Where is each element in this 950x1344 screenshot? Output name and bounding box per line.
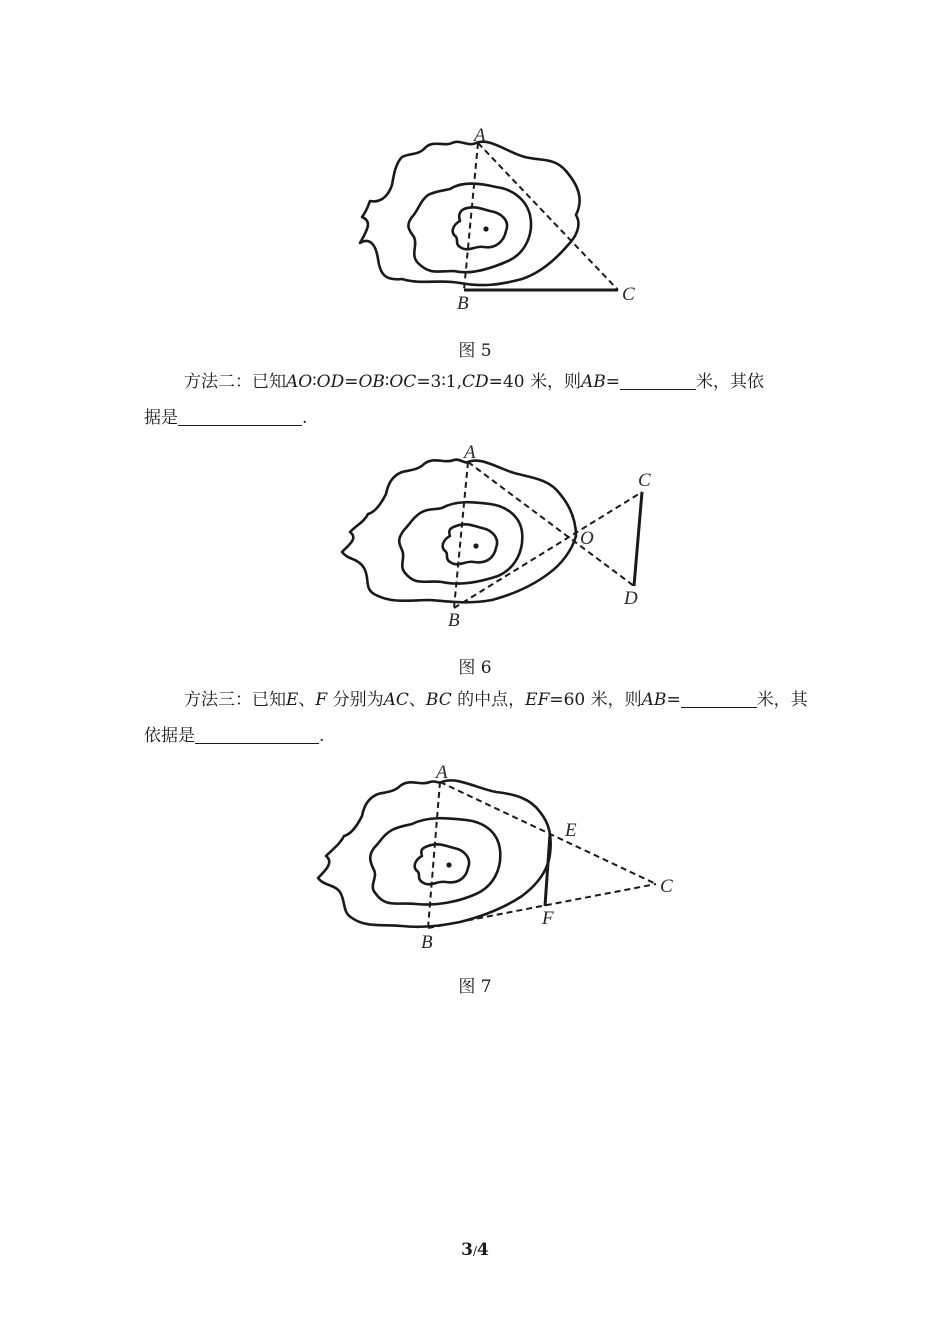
contour-inner <box>453 207 507 249</box>
term-f: F <box>315 690 328 710</box>
page-number <box>0 1240 950 1260</box>
answer-blank-ab[interactable] <box>620 371 696 390</box>
text-mid2: 的中点， <box>451 690 526 710</box>
term-cd: CD <box>462 372 489 392</box>
label-c: C <box>660 876 673 897</box>
term-od: OD <box>316 372 345 392</box>
separator: 、 <box>408 690 426 710</box>
summit-point <box>483 226 488 231</box>
segment-cd <box>634 492 642 586</box>
page-total: 4 <box>477 1240 489 1260</box>
line-end: . <box>302 408 308 428</box>
label-b: B <box>448 610 460 631</box>
line-end: . <box>319 726 325 746</box>
contour-outer <box>360 142 580 285</box>
label-d: D <box>624 588 638 609</box>
label-c: C <box>622 284 635 305</box>
figure-6-diagram <box>330 440 670 635</box>
term-ab: AB <box>580 372 606 392</box>
answer-blank-basis[interactable] <box>195 725 319 744</box>
summit-point <box>473 543 478 548</box>
figure-5 <box>340 125 650 320</box>
label-f: F <box>542 908 554 929</box>
term-ac: AC <box>383 690 409 710</box>
answer-blank-basis[interactable] <box>178 407 302 426</box>
method-2-line-1: 方法二：已知AO∶OD=OB∶OC=3∶1,CD=40 米，则AB= 米，其依 <box>184 372 764 392</box>
basis-prefix: 依据是 <box>144 726 195 746</box>
contour-inner <box>415 844 469 884</box>
after-blank: 米，其依 <box>695 372 764 392</box>
segment-bc <box>454 492 642 608</box>
contour-outer <box>342 460 576 603</box>
text-mid: 分别为 <box>327 690 384 710</box>
method-2-paragraph <box>144 364 810 436</box>
method-3-prefix: 方法三：已知 <box>184 690 286 710</box>
segment-ab <box>428 782 440 928</box>
figure-7 <box>300 758 690 958</box>
term-ab: AB <box>641 690 667 710</box>
segment-ac <box>478 143 618 290</box>
method-2-prefix: 方法二：已知 <box>184 372 286 392</box>
answer-blank-ab[interactable] <box>681 689 757 708</box>
figure-6 <box>330 440 670 635</box>
basis-prefix: 据是 <box>144 408 178 428</box>
summit-point <box>446 862 451 867</box>
figure-5-diagram <box>340 125 650 320</box>
method-3-line-2 <box>144 718 810 754</box>
separator: 、 <box>298 690 316 710</box>
label-c: C <box>638 470 651 491</box>
label-e: E <box>565 820 577 841</box>
page-separator: / <box>472 1244 478 1258</box>
figure-7-diagram <box>300 758 690 958</box>
page-current: 3 <box>461 1240 473 1260</box>
method-3-paragraph <box>144 682 810 754</box>
ratio-values: =3∶1, <box>416 372 463 392</box>
method-2-line-2 <box>144 400 810 436</box>
method-3-line-1 <box>144 682 810 718</box>
figure-5-caption: 图 5 <box>458 341 492 361</box>
term-e: E <box>286 690 299 710</box>
ab-equals: = <box>666 690 681 710</box>
figure-7-caption: 图 7 <box>458 977 492 997</box>
ef-value: =60 米，则 <box>549 690 642 710</box>
term-bc: BC <box>425 690 452 710</box>
label-b: B <box>421 932 433 953</box>
term-ob: OB <box>358 372 385 392</box>
segment-ab <box>454 462 468 608</box>
figure-6-caption: 图 6 <box>458 658 492 678</box>
label-a: A <box>436 762 448 783</box>
segment-ad <box>468 462 634 586</box>
label-b: B <box>457 293 469 314</box>
label-a: A <box>464 442 476 463</box>
after-blank: 米，其 <box>756 690 808 710</box>
label-o: O <box>580 528 594 549</box>
term-oc: OC <box>389 372 417 392</box>
term-ef: EF <box>525 690 550 710</box>
label-a: A <box>474 125 486 146</box>
term-ao: AO <box>286 372 313 392</box>
ab-equals: = <box>605 372 620 392</box>
contour-middle <box>370 818 500 904</box>
contour-inner <box>443 524 497 564</box>
segment-ab <box>464 143 478 290</box>
cd-value: =40 米，则 <box>488 372 581 392</box>
